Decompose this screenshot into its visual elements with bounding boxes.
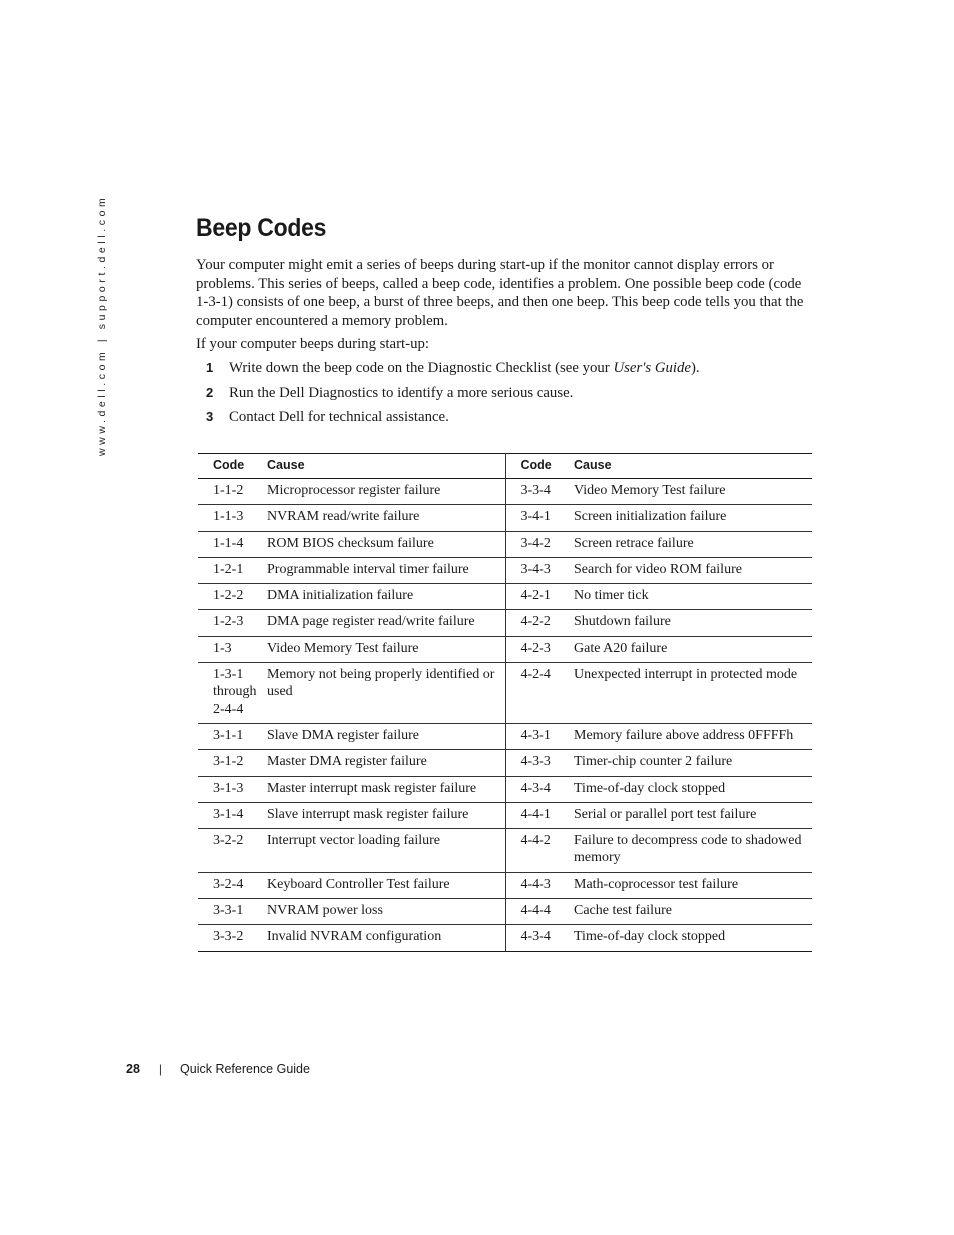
code-cell: 3-2-4 xyxy=(198,872,267,898)
cause-cell: Programmable interval timer failure xyxy=(267,557,505,583)
table-row xyxy=(198,663,812,724)
step-item xyxy=(206,385,700,410)
table-body xyxy=(198,479,812,952)
header-cause: Cause xyxy=(574,454,812,479)
cause-cell: Gate A20 failure xyxy=(574,636,812,662)
cause-cell: Unexpected interrupt in protected mode xyxy=(574,663,812,724)
step-number: 1 xyxy=(206,360,214,375)
step-text: Contact Dell for technical assistance. xyxy=(229,409,449,425)
table-row xyxy=(198,610,812,636)
cause-cell: Master DMA register failure xyxy=(267,750,505,776)
code-cell: 1-3 xyxy=(198,636,267,662)
cause-cell: Time-of-day clock stopped xyxy=(574,776,812,802)
step-text: Write down the beep code on the Diagnostic Checklist (see your xyxy=(229,360,614,376)
code-cell: 1-2-1 xyxy=(198,557,267,583)
code-cell: 3-4-1 xyxy=(505,505,574,531)
cause-cell: Serial or parallel port test failure xyxy=(574,802,812,828)
code-cell: 4-2-2 xyxy=(505,610,574,636)
code-cell: 4-3-3 xyxy=(505,750,574,776)
cause-cell: Failure to decompress code to shadowed memory xyxy=(574,829,812,873)
code-cell: 3-1-3 xyxy=(198,776,267,802)
beep-code-table xyxy=(198,453,812,952)
cause-cell: Shutdown failure xyxy=(574,610,812,636)
cause-cell: No timer tick xyxy=(574,584,812,610)
cause-cell: Timer-chip counter 2 failure xyxy=(574,750,812,776)
code-cell: 1-2-3 xyxy=(198,610,267,636)
cause-cell: Video Memory Test failure xyxy=(574,479,812,505)
cause-cell: Slave DMA register failure xyxy=(267,723,505,749)
cause-cell: DMA initialization failure xyxy=(267,584,505,610)
step-text: Run the Dell Diagnostics to identify a more serious cause. xyxy=(229,384,574,401)
page-title: Beep Codes xyxy=(196,214,327,242)
cause-cell: NVRAM power loss xyxy=(267,899,505,925)
code-cell: 4-4-2 xyxy=(505,829,574,873)
side-url: www.dell.com | support.dell.com xyxy=(96,194,108,456)
code-cell: 3-3-4 xyxy=(505,479,574,505)
step-number: 2 xyxy=(206,384,214,400)
table-header-row xyxy=(198,454,812,479)
table-row xyxy=(198,584,812,610)
steps-list xyxy=(206,360,700,434)
cause-cell: Memory failure above address 0FFFFh xyxy=(574,723,812,749)
code-cell: 3-4-2 xyxy=(505,531,574,557)
code-cell: 3-1-1 xyxy=(198,723,267,749)
cause-cell: Master interrupt mask register failure xyxy=(267,776,505,802)
cause-cell: Time-of-day clock stopped xyxy=(574,925,812,951)
code-cell: 4-3-4 xyxy=(505,925,574,951)
header-cause: Cause xyxy=(267,454,505,479)
table-row xyxy=(198,750,812,776)
code-cell: 4-4-4 xyxy=(505,899,574,925)
cause-cell: Screen initialization failure xyxy=(574,505,812,531)
code-cell: 4-4-3 xyxy=(505,872,574,898)
cause-cell: NVRAM read/write failure xyxy=(267,505,505,531)
table-row xyxy=(198,925,812,951)
code-cell: 1-1-3 xyxy=(198,505,267,531)
code-cell: 1-1-4 xyxy=(198,531,267,557)
table-row xyxy=(198,505,812,531)
page-number: 28 xyxy=(126,1062,140,1076)
code-cell: 1-1-2 xyxy=(198,479,267,505)
table-row xyxy=(198,776,812,802)
page-footer xyxy=(126,1062,310,1076)
table-row xyxy=(198,557,812,583)
code-cell: 4-2-3 xyxy=(505,636,574,662)
code-cell: 4-3-4 xyxy=(505,776,574,802)
table-row xyxy=(198,636,812,662)
code-cell: 3-4-3 xyxy=(505,557,574,583)
table-row xyxy=(198,479,812,505)
header-code: Code xyxy=(198,454,267,479)
cause-cell: Keyboard Controller Test failure xyxy=(267,872,505,898)
step-item xyxy=(206,360,700,385)
code-cell: 3-2-2 xyxy=(198,829,267,873)
table-row xyxy=(198,723,812,749)
cause-cell: Memory not being properly identified or used xyxy=(267,663,505,724)
cause-cell: Slave interrupt mask register failure xyxy=(267,802,505,828)
table-row xyxy=(198,872,812,898)
code-cell: 1-3-1 through 2-4-4 xyxy=(198,663,267,724)
cause-cell: Math-coprocessor test failure xyxy=(574,872,812,898)
table-row xyxy=(198,802,812,828)
code-cell: 3-3-1 xyxy=(198,899,267,925)
cause-cell: Screen retrace failure xyxy=(574,531,812,557)
code-cell: 3-1-2 xyxy=(198,750,267,776)
code-cell: 4-4-1 xyxy=(505,802,574,828)
table-row xyxy=(198,829,812,873)
code-cell: 4-2-1 xyxy=(505,584,574,610)
code-cell: 1-2-2 xyxy=(198,584,267,610)
table-row xyxy=(198,899,812,925)
cause-cell: DMA page register read/write failure xyxy=(267,610,505,636)
step-text-end: ). xyxy=(691,360,700,376)
header-code: Code xyxy=(505,454,574,479)
table-row xyxy=(198,531,812,557)
lead-text: If your computer beeps during start-up: xyxy=(196,336,429,352)
cause-cell: Invalid NVRAM configuration xyxy=(267,925,505,951)
step-number: 3 xyxy=(206,409,214,424)
footer-separator: | xyxy=(158,1062,163,1076)
cause-cell: Interrupt vector loading failure xyxy=(267,829,505,873)
cause-cell: Cache test failure xyxy=(574,899,812,925)
code-cell: 4-3-1 xyxy=(505,723,574,749)
intro-paragraph: Your computer might emit a series of beeps during start-up if the monitor cannot display errors or problems. This series of beeps, called a beep code, identifies a problem. One possible beep code (code 1-3-1) consists of one beep, a burst of three beeps, and then one beep. This beep code tells you that the computer encountered a memory problem. xyxy=(196,257,804,329)
cause-cell: Video Memory Test failure xyxy=(267,636,505,662)
step-emphasis: User's Guide xyxy=(613,360,691,376)
code-cell: 4-2-4 xyxy=(505,663,574,724)
code-cell: 3-1-4 xyxy=(198,802,267,828)
cause-cell: ROM BIOS checksum failure xyxy=(267,531,505,557)
cause-cell: Microprocessor register failure xyxy=(267,479,505,505)
code-cell: 3-3-2 xyxy=(198,925,267,951)
step-item xyxy=(206,409,700,434)
guide-title: Quick Reference Guide xyxy=(180,1062,310,1076)
cause-cell: Search for video ROM failure xyxy=(574,557,812,583)
